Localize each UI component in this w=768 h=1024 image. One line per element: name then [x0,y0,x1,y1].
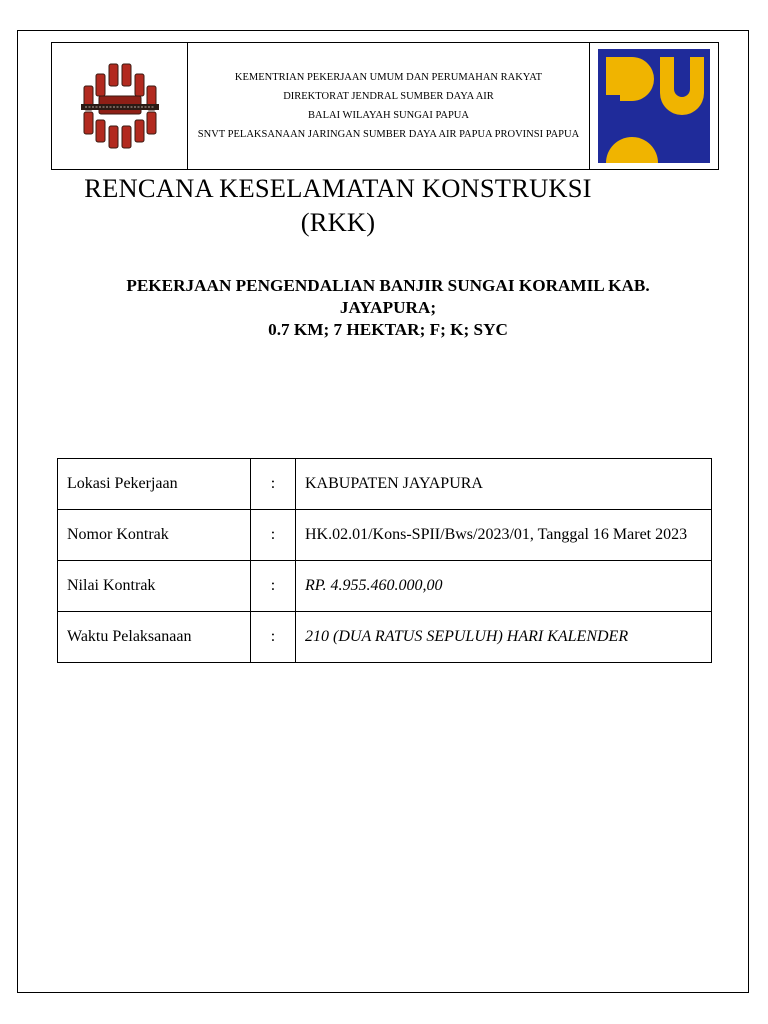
row-value-duration: 210 (DUA RATUS SEPULUH) HARI KALENDER [296,612,712,663]
row-value-location: KABUPATEN JAYAPURA [296,459,712,510]
table-row [58,510,712,561]
row-separator: : [251,510,296,561]
table-row [58,459,712,510]
project-title-line3: 0.7 KM; 7 HEKTAR; F; K; SYC [268,320,508,339]
project-title [50,275,726,341]
letterhead-text [188,43,590,169]
row-label-contract-number: Nomor Kontrak [58,510,251,561]
pupr-logo-icon [598,49,710,163]
letterhead-line-snvt: SNVT PELAKSANAAN JARINGAN SUMBER DAYA AIR PAPUA PROVINSI PAPUA [197,129,580,140]
row-value-contract-value: RP. 4.955.460.000,00 [296,561,712,612]
right-logo-cell [590,43,718,169]
row-separator: : [251,612,296,663]
document-title [58,171,618,239]
project-title-line2: JAYAPURA; [339,298,437,317]
letterhead [51,42,719,170]
left-logo-cell [52,43,188,169]
row-separator: : [251,459,296,510]
ministry-emblem-icon [79,60,161,152]
row-label-location: Lokasi Pekerjaan [58,459,251,510]
letterhead-line-balai: BALAI WILAYAH SUNGAI PAPUA [308,110,469,121]
letterhead-line-directorate: DIREKTORAT JENDRAL SUMBER DAYA AIR [283,91,494,102]
row-value-contract-number: HK.02.01/Kons-SPII/Bws/2023/01, Tanggal 16 Maret 2023 [296,510,712,561]
document-title-line2: (RKK) [300,207,376,237]
project-title-line1: PEKERJAAN PENGENDALIAN BANJIR SUNGAI KORAMIL KAB. [126,276,650,295]
document-title-line1: RENCANA KESELAMATAN KONSTRUKSI [84,173,592,203]
row-label-contract-value: Nilai Kontrak [58,561,251,612]
letterhead-line-ministry: KEMENTRIAN PEKERJAAN UMUM DAN PERUMAHAN RAKYAT [234,72,543,83]
table-row [58,612,712,663]
table-row [58,561,712,612]
row-separator: : [251,561,296,612]
contract-info-table [57,458,712,663]
row-label-duration: Waktu Pelaksanaan [58,612,251,663]
